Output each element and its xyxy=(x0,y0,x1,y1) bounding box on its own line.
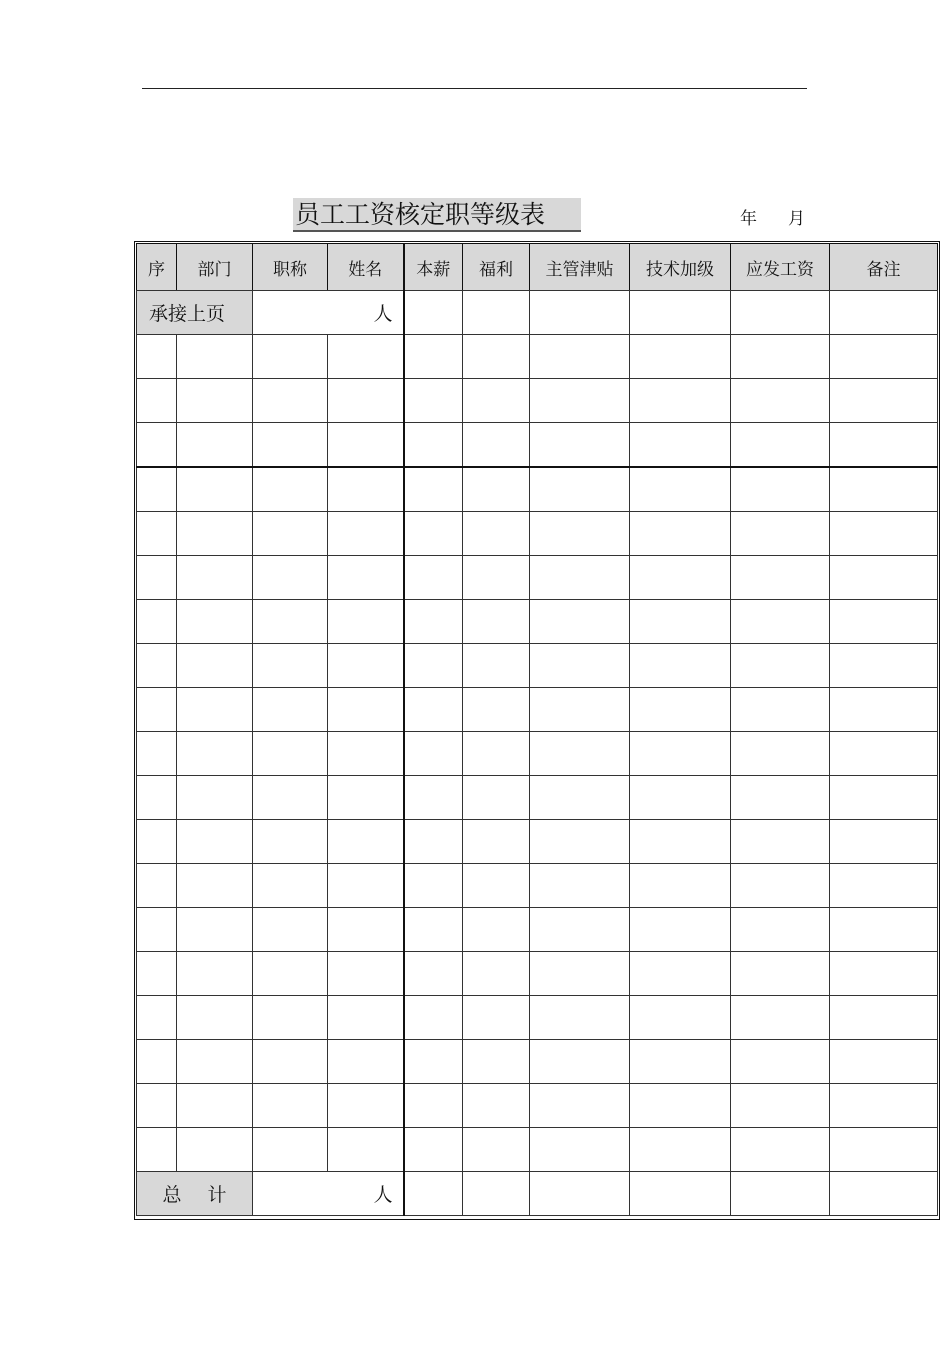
table-cell[interactable] xyxy=(177,644,253,688)
table-cell[interactable] xyxy=(830,423,938,468)
carry-over-row xyxy=(137,291,938,335)
table-cell[interactable] xyxy=(530,556,630,600)
table-cell[interactable] xyxy=(463,512,530,556)
table-cell[interactable] xyxy=(463,820,530,864)
table-cell[interactable] xyxy=(530,335,630,379)
table-cell[interactable] xyxy=(630,820,731,864)
table-cell[interactable] xyxy=(830,467,938,512)
table-cell[interactable] xyxy=(731,732,830,776)
table-cell[interactable] xyxy=(630,732,731,776)
table-cell[interactable] xyxy=(630,291,731,335)
table-cell[interactable] xyxy=(253,820,328,864)
table-cell[interactable] xyxy=(731,820,830,864)
salary-grade-table xyxy=(136,243,938,1216)
table-cell[interactable] xyxy=(328,1128,404,1172)
table-cell[interactable] xyxy=(463,1084,530,1128)
table-cell[interactable] xyxy=(630,600,731,644)
table-cell[interactable] xyxy=(328,379,404,423)
table-cell[interactable] xyxy=(630,952,731,996)
table-row xyxy=(137,996,938,1040)
table-cell[interactable] xyxy=(404,1040,463,1084)
table-cell[interactable] xyxy=(253,467,328,512)
table-cell[interactable] xyxy=(137,1040,177,1084)
table-cell[interactable] xyxy=(404,908,463,952)
table-cell[interactable] xyxy=(530,1084,630,1128)
table-cell[interactable] xyxy=(253,379,328,423)
table-cell[interactable] xyxy=(177,688,253,732)
table-cell[interactable] xyxy=(404,291,463,335)
table-cell[interactable] xyxy=(463,644,530,688)
table-row xyxy=(137,776,938,820)
table-row xyxy=(137,423,938,468)
table-cell[interactable] xyxy=(630,644,731,688)
table-cell[interactable] xyxy=(731,996,830,1040)
table-cell[interactable] xyxy=(137,335,177,379)
table-cell[interactable] xyxy=(137,467,177,512)
table-cell[interactable] xyxy=(830,1172,938,1216)
table-cell[interactable] xyxy=(830,908,938,952)
column-header-technical-grade: 技术加级 xyxy=(630,244,731,291)
table-cell[interactable] xyxy=(530,467,630,512)
table-cell[interactable] xyxy=(830,335,938,379)
table-cell[interactable] xyxy=(830,732,938,776)
table-cell[interactable] xyxy=(328,1084,404,1128)
table-cell[interactable] xyxy=(137,732,177,776)
table-cell[interactable] xyxy=(253,1128,328,1172)
table-row xyxy=(137,600,938,644)
table-cell[interactable] xyxy=(731,556,830,600)
column-header-name: 姓名 xyxy=(328,244,404,291)
table-cell[interactable] xyxy=(630,1128,731,1172)
table-cell[interactable] xyxy=(177,732,253,776)
table-cell[interactable] xyxy=(463,467,530,512)
table-cell[interactable] xyxy=(404,952,463,996)
table-cell[interactable] xyxy=(830,1040,938,1084)
table-cell[interactable] xyxy=(177,1128,253,1172)
table-cell[interactable] xyxy=(530,291,630,335)
table-row xyxy=(137,512,938,556)
table-cell[interactable] xyxy=(530,952,630,996)
table-cell[interactable] xyxy=(630,379,731,423)
table-cell[interactable] xyxy=(630,1172,731,1216)
table-cell[interactable] xyxy=(731,379,830,423)
table-cell[interactable] xyxy=(328,820,404,864)
column-header-remarks: 备注 xyxy=(830,244,938,291)
table-cell[interactable] xyxy=(630,908,731,952)
table-cell[interactable] xyxy=(530,512,630,556)
table-cell[interactable] xyxy=(404,644,463,688)
table-cell[interactable] xyxy=(137,423,177,468)
table-cell[interactable] xyxy=(731,644,830,688)
table-cell[interactable] xyxy=(404,512,463,556)
table-cell[interactable] xyxy=(137,512,177,556)
month-label: 月 xyxy=(788,209,805,229)
table-cell[interactable] xyxy=(328,600,404,644)
total-unit: 人 xyxy=(373,1184,393,1206)
table-cell[interactable] xyxy=(630,512,731,556)
total-person-count[interactable] xyxy=(253,1172,404,1216)
table-cell[interactable] xyxy=(328,688,404,732)
table-cell[interactable] xyxy=(253,952,328,996)
table-cell[interactable] xyxy=(830,1128,938,1172)
column-header-index: 序 xyxy=(137,244,177,291)
table-cell[interactable] xyxy=(463,688,530,732)
table-cell[interactable] xyxy=(328,776,404,820)
table-cell[interactable] xyxy=(253,732,328,776)
column-header-title: 职称 xyxy=(253,244,328,291)
table-cell[interactable] xyxy=(137,908,177,952)
table-cell[interactable] xyxy=(177,1084,253,1128)
table-cell[interactable] xyxy=(137,996,177,1040)
table-cell[interactable] xyxy=(328,732,404,776)
table-cell[interactable] xyxy=(404,1128,463,1172)
table-cell[interactable] xyxy=(328,335,404,379)
table-cell[interactable] xyxy=(177,600,253,644)
table-cell[interactable] xyxy=(630,1040,731,1084)
table-cell[interactable] xyxy=(731,600,830,644)
table-cell[interactable] xyxy=(137,1084,177,1128)
table-cell[interactable] xyxy=(177,423,253,468)
table-row xyxy=(137,864,938,908)
table-cell[interactable] xyxy=(253,512,328,556)
table-cell[interactable] xyxy=(177,864,253,908)
table-cell[interactable] xyxy=(630,864,731,908)
table-cell[interactable] xyxy=(530,688,630,732)
table-cell[interactable] xyxy=(830,644,938,688)
table-cell[interactable] xyxy=(830,820,938,864)
table-cell[interactable] xyxy=(731,864,830,908)
table-cell[interactable] xyxy=(137,1128,177,1172)
table-row xyxy=(137,688,938,732)
table-row xyxy=(137,1040,938,1084)
table-cell[interactable] xyxy=(328,908,404,952)
table-row xyxy=(137,467,938,512)
table-cell[interactable] xyxy=(830,776,938,820)
table-cell[interactable] xyxy=(530,1172,630,1216)
table-cell[interactable] xyxy=(630,1084,731,1128)
table-cell[interactable] xyxy=(177,908,253,952)
table-cell[interactable] xyxy=(404,600,463,644)
table-cell[interactable] xyxy=(328,644,404,688)
table-cell[interactable] xyxy=(177,556,253,600)
total-row xyxy=(137,1172,938,1216)
table-cell[interactable] xyxy=(328,423,404,468)
table-cell[interactable] xyxy=(530,600,630,644)
table-cell[interactable] xyxy=(137,952,177,996)
column-header-gross-pay: 应发工资 xyxy=(731,244,830,291)
table-cell[interactable] xyxy=(404,467,463,512)
table-cell[interactable] xyxy=(137,644,177,688)
column-header-department: 部门 xyxy=(177,244,253,291)
table-cell[interactable] xyxy=(137,776,177,820)
table-cell[interactable] xyxy=(404,1084,463,1128)
table-cell[interactable] xyxy=(177,776,253,820)
table-row xyxy=(137,820,938,864)
table-cell[interactable] xyxy=(731,423,830,468)
table-row xyxy=(137,556,938,600)
table-cell[interactable] xyxy=(404,379,463,423)
table-cell[interactable] xyxy=(328,996,404,1040)
table-cell[interactable] xyxy=(463,952,530,996)
table-cell[interactable] xyxy=(177,820,253,864)
document-title: 员工工资核定职等级表 xyxy=(293,198,581,232)
table-cell[interactable] xyxy=(404,996,463,1040)
table-cell[interactable] xyxy=(404,864,463,908)
table-cell[interactable] xyxy=(177,996,253,1040)
table-cell[interactable] xyxy=(830,688,938,732)
table-cell[interactable] xyxy=(253,335,328,379)
table-cell[interactable] xyxy=(530,776,630,820)
table-cell[interactable] xyxy=(463,291,530,335)
table-cell[interactable] xyxy=(253,1084,328,1128)
table-cell[interactable] xyxy=(731,688,830,732)
table-cell[interactable] xyxy=(328,512,404,556)
table-cell[interactable] xyxy=(530,732,630,776)
table-cell[interactable] xyxy=(530,379,630,423)
table-cell[interactable] xyxy=(530,820,630,864)
table-cell[interactable] xyxy=(463,732,530,776)
table-cell[interactable] xyxy=(830,952,938,996)
table-cell[interactable] xyxy=(253,423,328,468)
table-row xyxy=(137,732,938,776)
table-cell[interactable] xyxy=(630,776,731,820)
total-label: 总 计 xyxy=(137,1172,253,1216)
table-cell[interactable] xyxy=(830,512,938,556)
table-cell[interactable] xyxy=(328,1040,404,1084)
table-cell[interactable] xyxy=(830,291,938,335)
carry-over-label: 承接上页 xyxy=(137,291,253,335)
table-cell[interactable] xyxy=(463,379,530,423)
table-cell[interactable] xyxy=(404,820,463,864)
table-cell[interactable] xyxy=(630,556,731,600)
table-cell[interactable] xyxy=(177,1040,253,1084)
table-cell[interactable] xyxy=(404,732,463,776)
table-cell[interactable] xyxy=(253,556,328,600)
table-cell[interactable] xyxy=(830,379,938,423)
table-cell[interactable] xyxy=(253,864,328,908)
table-cell[interactable] xyxy=(731,908,830,952)
table-cell[interactable] xyxy=(830,864,938,908)
table-cell[interactable] xyxy=(404,335,463,379)
year-label: 年 xyxy=(740,209,757,229)
table-cell[interactable] xyxy=(463,864,530,908)
table-cell[interactable] xyxy=(404,556,463,600)
table-cell[interactable] xyxy=(731,467,830,512)
table-cell[interactable] xyxy=(177,952,253,996)
table-cell[interactable] xyxy=(731,1084,830,1128)
table-cell[interactable] xyxy=(731,291,830,335)
table-cell[interactable] xyxy=(530,1040,630,1084)
table-cell[interactable] xyxy=(463,908,530,952)
table-cell[interactable] xyxy=(463,335,530,379)
table-cell[interactable] xyxy=(253,776,328,820)
table-cell[interactable] xyxy=(137,600,177,644)
table-cell[interactable] xyxy=(731,1040,830,1084)
column-header-supervisor-allowance: 主管津贴 xyxy=(530,244,630,291)
table-cell[interactable] xyxy=(731,512,830,556)
table-cell[interactable] xyxy=(463,776,530,820)
table-row xyxy=(137,1128,938,1172)
table-cell[interactable] xyxy=(463,423,530,468)
carry-over-unit: 人 xyxy=(373,303,393,325)
table-cell[interactable] xyxy=(731,952,830,996)
table-cell[interactable] xyxy=(731,776,830,820)
header-rule xyxy=(142,88,807,89)
table-cell[interactable] xyxy=(404,688,463,732)
table-cell[interactable] xyxy=(253,688,328,732)
table-cell[interactable] xyxy=(137,556,177,600)
table-cell[interactable] xyxy=(630,688,731,732)
table-cell[interactable] xyxy=(530,423,630,468)
table-cell[interactable] xyxy=(830,600,938,644)
table-cell[interactable] xyxy=(137,864,177,908)
table-cell[interactable] xyxy=(328,864,404,908)
table-cell[interactable] xyxy=(253,996,328,1040)
table-cell[interactable] xyxy=(177,512,253,556)
table-row xyxy=(137,335,938,379)
table-cell[interactable] xyxy=(530,908,630,952)
table-header-row xyxy=(137,244,938,291)
table-cell[interactable] xyxy=(463,600,530,644)
table-cell[interactable] xyxy=(830,996,938,1040)
table-cell[interactable] xyxy=(530,996,630,1040)
table-cell[interactable] xyxy=(731,335,830,379)
column-header-welfare: 福利 xyxy=(463,244,530,291)
table-row xyxy=(137,952,938,996)
table-cell[interactable] xyxy=(830,556,938,600)
table-cell[interactable] xyxy=(830,1084,938,1128)
table-cell[interactable] xyxy=(177,335,253,379)
table-cell[interactable] xyxy=(530,644,630,688)
table-cell[interactable] xyxy=(463,996,530,1040)
table-cell[interactable] xyxy=(328,556,404,600)
table-cell[interactable] xyxy=(530,1128,630,1172)
table-cell[interactable] xyxy=(463,1128,530,1172)
carry-over-person-count[interactable] xyxy=(253,291,404,335)
table-cell[interactable] xyxy=(630,335,731,379)
table-row xyxy=(137,1084,938,1128)
table-cell[interactable] xyxy=(731,1128,830,1172)
table-row xyxy=(137,644,938,688)
table-cell[interactable] xyxy=(253,908,328,952)
table-cell[interactable] xyxy=(731,1172,830,1216)
table-cell[interactable] xyxy=(463,1172,530,1216)
table-cell[interactable] xyxy=(137,688,177,732)
table-cell[interactable] xyxy=(177,379,253,423)
table-cell[interactable] xyxy=(177,467,253,512)
table-cell[interactable] xyxy=(253,600,328,644)
table-cell[interactable] xyxy=(328,952,404,996)
table-cell[interactable] xyxy=(463,556,530,600)
table-cell[interactable] xyxy=(404,776,463,820)
table-cell[interactable] xyxy=(630,996,731,1040)
table-cell[interactable] xyxy=(253,1040,328,1084)
table-cell[interactable] xyxy=(463,1040,530,1084)
column-header-base-salary: 本薪 xyxy=(404,244,463,291)
table-cell[interactable] xyxy=(137,379,177,423)
table-cell[interactable] xyxy=(328,467,404,512)
table-row xyxy=(137,379,938,423)
table-cell[interactable] xyxy=(253,644,328,688)
table-cell[interactable] xyxy=(404,423,463,468)
table-cell[interactable] xyxy=(630,423,731,468)
table-cell[interactable] xyxy=(404,1172,463,1216)
table-cell[interactable] xyxy=(137,820,177,864)
table-cell[interactable] xyxy=(630,467,731,512)
table-row xyxy=(137,908,938,952)
table-cell[interactable] xyxy=(530,864,630,908)
